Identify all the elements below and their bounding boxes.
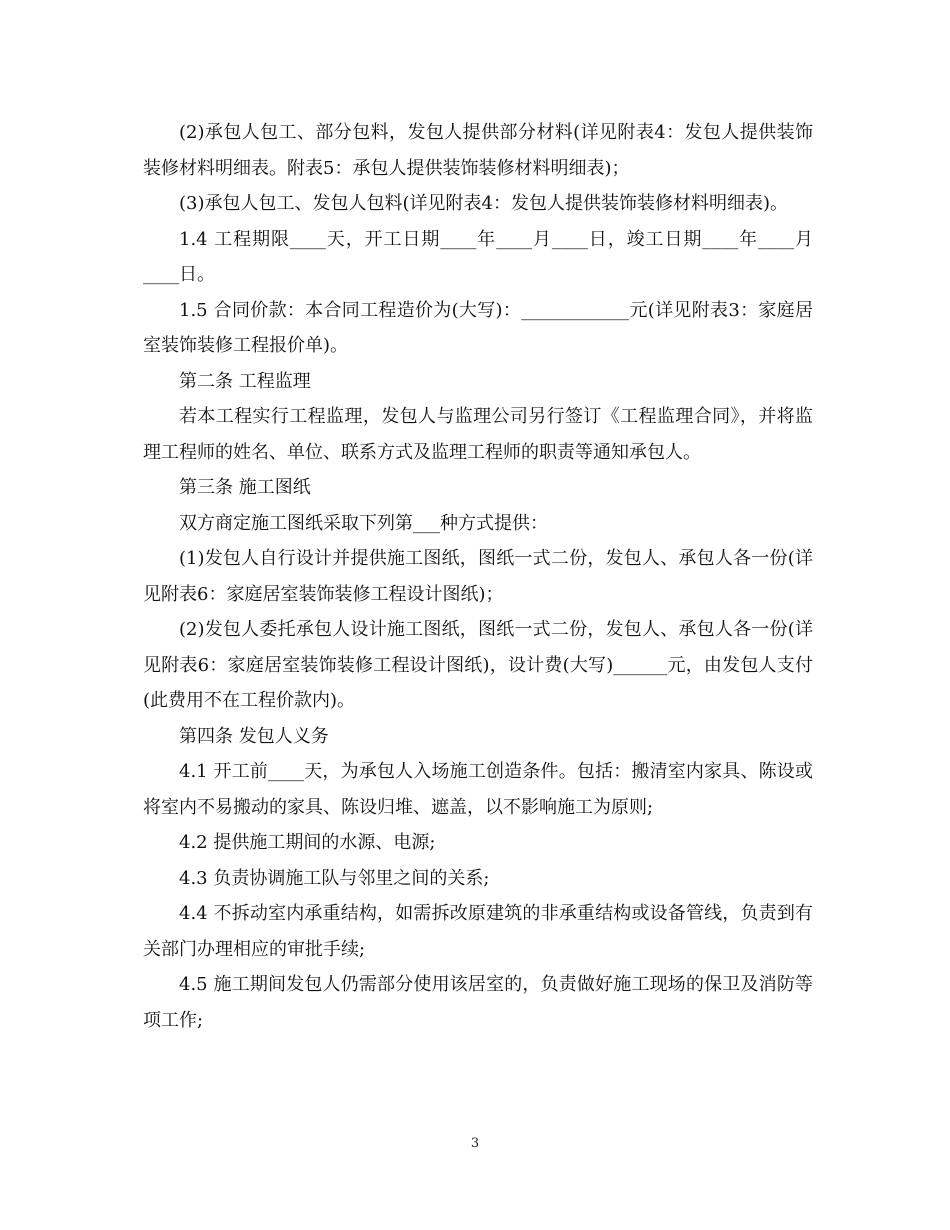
paragraph-obligation-4-2: 4.2 提供施工期间的水源、电源; [179,832,436,853]
page-number: 3 [470,1136,480,1151]
paragraph-drawing-option-2: (2)发包人委托承包人设计施工图纸，图纸一式二份，发包人、承包人各一份(详见附表6：家庭居室装饰装修工程设计图纸)，设计费(大写)______元，由发包人支付(此费用不在工程价款内)。 [143,619,813,711]
paragraph-contract-price: 1.5 合同价款：本合同工程造价为(大写)：____________元(详见附表3：家庭居室装饰装修工程报价单)。 [143,299,813,356]
paragraph-drawing-option-1: (1)发包人自行设计并提供施工图纸，图纸一式二份，发包人、承包人各一份(详见附表6：家庭居室装饰装修工程设计图纸)； [143,548,813,605]
paragraph-material-option-2: (2)承包人包工、部分包料，发包人提供部分材料(详见附表4：发包人提供装饰装修材料明细表。附表5：承包人提供装饰装修材料明细表)； [143,122,813,179]
document-body [143,115,813,1038]
paragraph-drawing-method: 双方商定施工图纸采取下列第___种方式提供： [179,512,548,534]
paragraph-material-option-3: (3)承包人包工、发包人包料(详见附表4：发包人提供装饰装修材料明细表)。 [179,193,788,214]
heading-article-4: 第四条 发包人义务 [179,725,329,747]
paragraph-obligation-4-5: 4.5 施工期间发包人仍需部分使用该居室的，负责做好施工现场的保卫及消防等项工作; [143,974,813,1031]
heading-article-3: 第三条 施工图纸 [179,477,311,498]
paragraph-construction-period: 1.4 工程期限____天，开工日期____年____月____日，竣工日期____年____月____日。 [143,228,813,285]
paragraph-supervision: 若本工程实行工程监理，发包人与监理公司另行签订《工程监理合同》，并将监理工程师的姓名、单位、联系方式及监理工程师的职责等通知承包人。 [143,406,813,463]
paragraph-obligation-4-4: 4.4 不拆动室内承重结构，如需拆改原建筑的非承重结构或设备管线，负责到有关部门办理相应的审批手续; [143,903,813,960]
heading-article-2: 第二条 工程监理 [179,370,311,392]
paragraph-obligation-4-1: 4.1 开工前____天，为承包人入场施工创造条件。包括：搬清室内家具、陈设或将室内不易搬动的家具、陈设归堆、遮盖，以不影响施工为原则; [143,761,813,818]
paragraph-obligation-4-3: 4.3 负责协调施工队与邻里之间的关系; [179,867,490,889]
